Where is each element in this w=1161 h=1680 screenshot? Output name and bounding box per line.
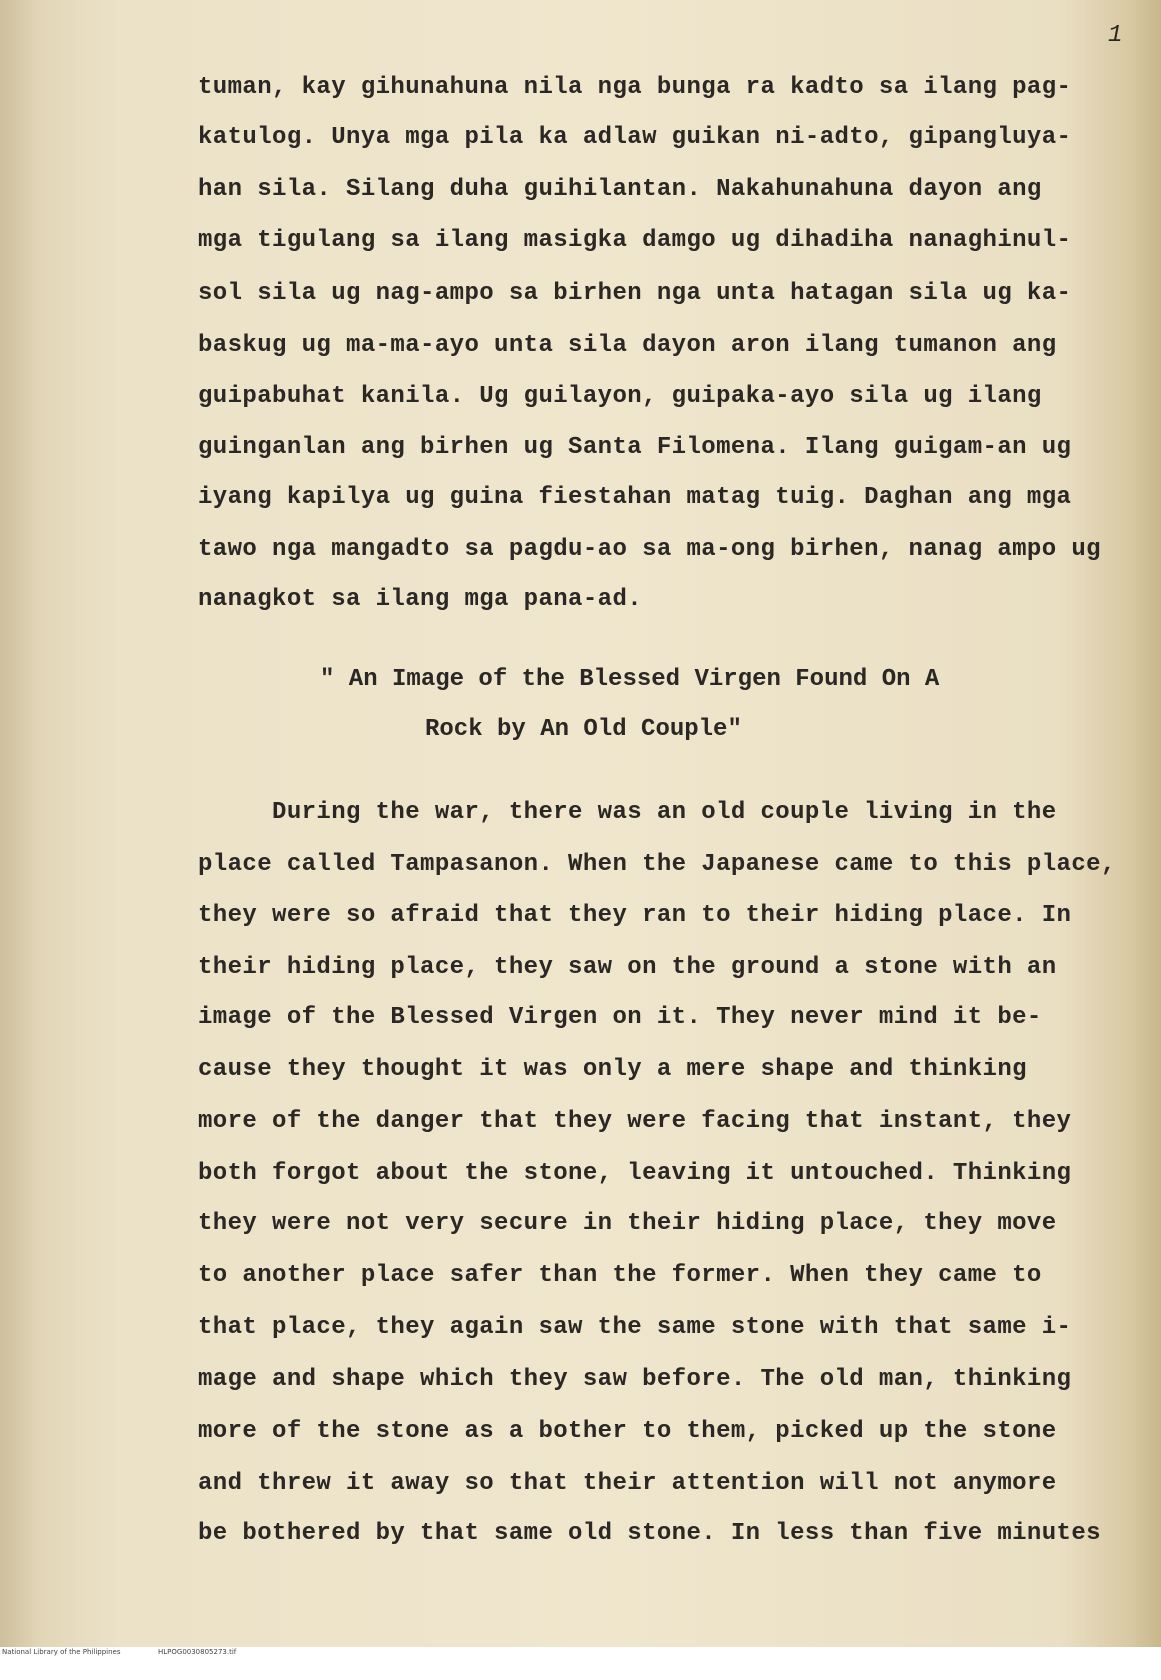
text-line: place called Tampasanon. When the Japanese came to this place, bbox=[198, 851, 1116, 878]
text-line: baskug ug ma-ma-ayo unta sila dayon aron ilang tumanon ang bbox=[198, 332, 1057, 359]
text-line: han sila. Silang duha guihilantan. Nakahunahuna dayon ang bbox=[198, 176, 1042, 203]
text-line: During the war, there was an old couple living in the bbox=[198, 799, 1057, 826]
text-line: mga tigulang sa ilang masigka damgo ug dihadiha nanaghinul- bbox=[198, 227, 1072, 254]
scan-footer bbox=[0, 1647, 1161, 1658]
text-line: they were not very secure in their hiding place, they move bbox=[198, 1210, 1057, 1237]
text-line: mage and shape which they saw before. The old man, thinking bbox=[198, 1366, 1072, 1393]
page-number: 1 bbox=[1108, 22, 1123, 49]
text-line: more of the stone as a bother to them, picked up the stone bbox=[198, 1418, 1057, 1445]
footer-library: National Library of the Philippines bbox=[2, 1648, 121, 1656]
text-line: sol sila ug nag-ampo sa birhen nga unta hatagan sila ug ka- bbox=[198, 280, 1072, 307]
text-line: they were so afraid that they ran to their hiding place. In bbox=[198, 902, 1072, 929]
title-line-2: Rock by An Old Couple" bbox=[425, 716, 742, 743]
text-line: iyang kapilya ug guina fiestahan matag tuig. Daghan ang mga bbox=[198, 484, 1072, 511]
text-line: guipabuhat kanila. Ug guilayon, guipaka-ayo sila ug ilang bbox=[198, 383, 1042, 410]
text-line: both forgot about the stone, leaving it untouched. Thinking bbox=[198, 1160, 1072, 1187]
text-line: that place, they again saw the same stone with that same i- bbox=[198, 1314, 1072, 1341]
text-line: tawo nga mangadto sa pagdu-ao sa ma-ong birhen, nanag ampo ug bbox=[198, 536, 1101, 563]
text-line: nanagkot sa ilang mga pana-ad. bbox=[198, 586, 643, 613]
text-line: tuman, kay gihunahuna nila nga bunga ra kadto sa ilang pag- bbox=[198, 74, 1072, 101]
footer-file-id: HLPOG0030805273.tif bbox=[158, 1648, 237, 1656]
text-line: image of the Blessed Virgen on it. They never mind it be- bbox=[198, 1004, 1042, 1031]
text-line: cause they thought it was only a mere shape and thinking bbox=[198, 1056, 1027, 1083]
text-line: guinganlan ang birhen ug Santa Filomena. Ilang guigam-an ug bbox=[198, 434, 1072, 461]
text-line: more of the danger that they were facing that instant, they bbox=[198, 1108, 1072, 1135]
title-line-1: " An Image of the Blessed Virgen Found On A bbox=[320, 666, 940, 693]
text-line: katulog. Unya mga pila ka adlaw guikan ni-adto, gipangluya- bbox=[198, 124, 1072, 151]
text-line: and threw it away so that their attention will not anymore bbox=[198, 1470, 1057, 1497]
text-line: their hiding place, they saw on the ground a stone with an bbox=[198, 954, 1057, 981]
text-line: to another place safer than the former. When they came to bbox=[198, 1262, 1042, 1289]
text-line: be bothered by that same old stone. In less than five minutes bbox=[198, 1520, 1101, 1547]
